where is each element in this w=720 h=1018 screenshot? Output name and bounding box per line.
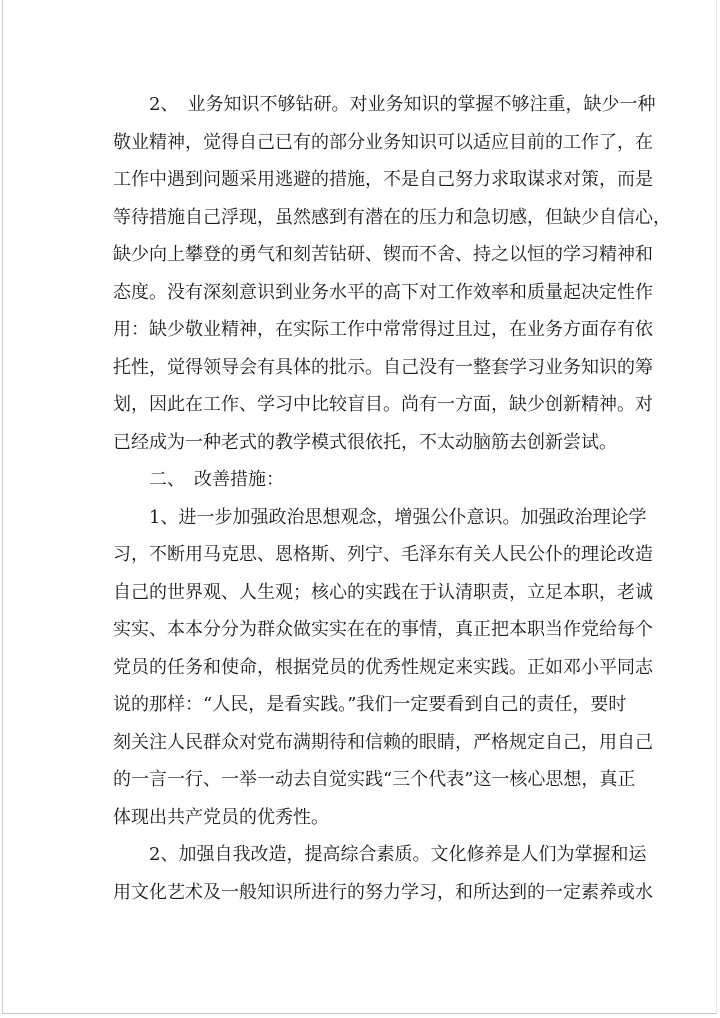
text-line: 划，因此在工作、学习中比较盲目。尚有一方面，缺少创新精神。对 <box>113 394 653 415</box>
text-line: 自己的世界观、人生观；核心的实践在于认清职责，立足本职，老诚 <box>113 581 653 603</box>
text-line: 等待措施自己浮现，虽然感到有潜在的压力和急切感，但缺少自信心， <box>113 206 671 228</box>
text-line: 2、 业务知识不够钻研。对业务知识的掌握不够注重，缺少一种 <box>113 94 656 115</box>
text-line: 的一言一行、一举一动去自觉实践“三个代表”这一核心思想，真正 <box>113 769 636 790</box>
text-line: 说的那样：“人民，是看实践。”我们一定要看到自己的责任，要时 <box>113 694 627 715</box>
text-line: 习，不断用马克思、恩格斯、列宁、毛泽东有关人民公仆的理论改造 <box>113 544 653 565</box>
document-body <box>113 86 671 911</box>
text-line: 刻关注人民群众对党布满期待和信赖的眼睛，严格规定自己，用自己 <box>113 731 653 753</box>
text-line: 用文化艺术及一般知识所进行的努力学习，和所达到的一定素养或水 <box>113 881 653 903</box>
text-line: 已经成为一种老式的教学模式很依托，不太动脑筋去创新尝试。 <box>113 431 617 453</box>
text-line: 1、进一步加强政治思想观念，增强公仆意识。加强政治理论学 <box>113 506 647 528</box>
text-line: 2、加强自我改造，提高综合素质。文化修养是人们为掌握和运 <box>113 844 647 865</box>
text-line: 敬业精神，觉得自己已有的部分业务知识可以适应目前的工作了，在 <box>113 131 653 153</box>
text-line: 体现出共产党员的优秀性。 <box>113 806 329 828</box>
text-line: 实实、本本分分为群众做实实在在的事情，真正把本职当作党给每个 <box>113 619 653 640</box>
text-line: 态度。没有深刻意识到业务水平的高下对工作效率和质量起决定性作 <box>113 281 653 303</box>
text-line: 工作中遇到问题采用逃避的措施，不是自己努力求取谋求对策，而是 <box>113 169 653 190</box>
section-heading: 二、 改善措施： <box>113 469 284 490</box>
text-line: 党员的任务和使命，根据党员的优秀性规定来实践。正如邓小平同志 <box>113 656 653 678</box>
text-line: 缺少向上攀登的勇气和刻苦钻研、锲而不舍、持之以恒的学习精神和 <box>113 244 653 265</box>
text-line: 托性，觉得领导会有具体的批示。自己没有一整套学习业务知识的筹 <box>113 356 653 378</box>
text-line: 用：缺少敬业精神，在实际工作中常常得过且过，在业务方面存有依 <box>113 319 653 340</box>
